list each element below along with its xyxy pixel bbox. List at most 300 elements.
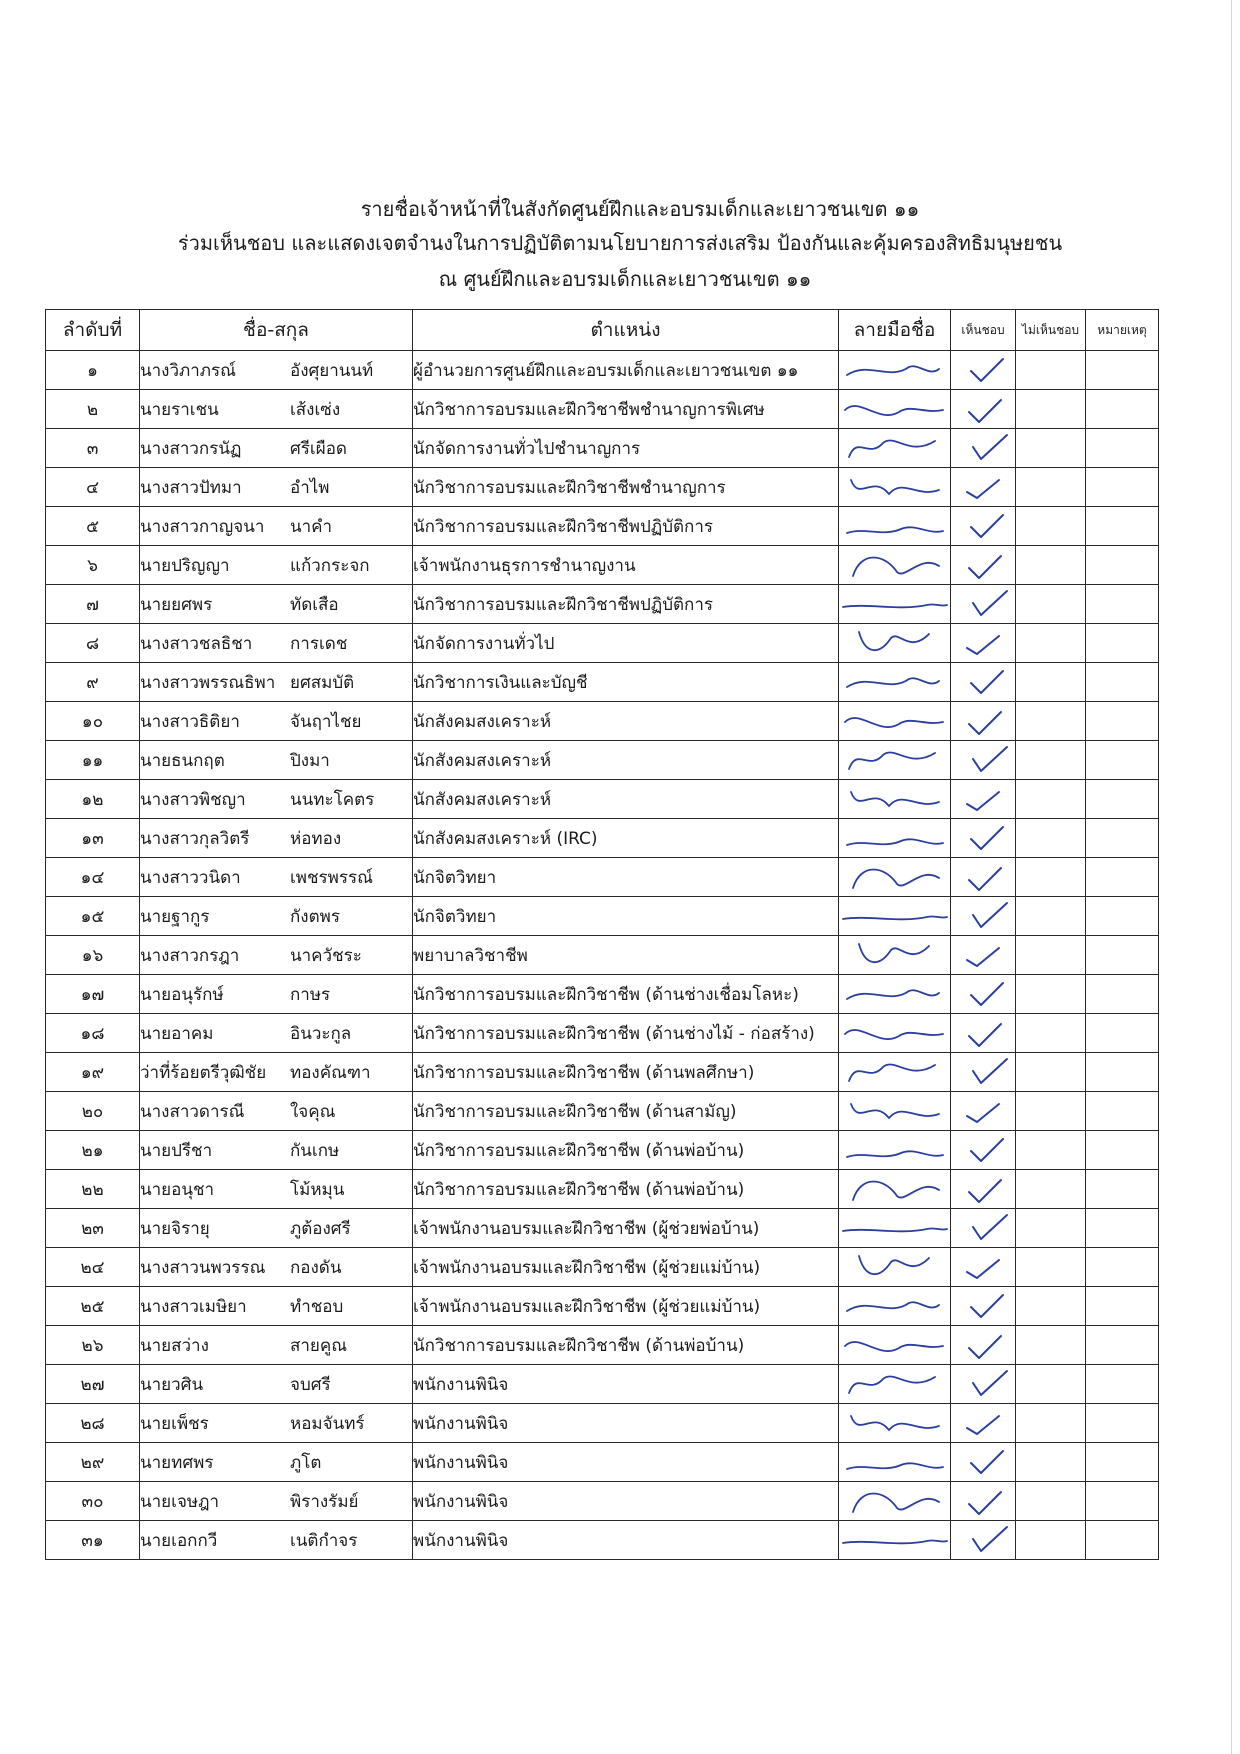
agree-cell (951, 1248, 1016, 1287)
staff-position: นักวิชาการอบรมและฝึกวิชาชีพ (ด้านพ่อบ้าน) (413, 1131, 839, 1170)
handwritten-signature (839, 858, 951, 896)
agree-cell (951, 429, 1016, 468)
header-name: ชื่อ-สกุล (140, 310, 413, 351)
last-name: พิรางรัมย์ (290, 1491, 359, 1512)
staff-name (140, 1365, 413, 1404)
disagree-cell (1016, 1170, 1086, 1209)
check-mark-icon (951, 1365, 1016, 1403)
signature-cell (839, 936, 951, 975)
handwritten-signature (839, 351, 951, 389)
signature-cell (839, 429, 951, 468)
check-mark-icon (951, 1209, 1016, 1247)
signature-cell (839, 897, 951, 936)
check-mark-icon (951, 351, 1016, 389)
staff-name (140, 429, 413, 468)
disagree-cell (1016, 1131, 1086, 1170)
first-name: นางสาวดารณี (140, 1101, 245, 1122)
table-row (46, 1248, 1159, 1287)
title-line-2: ร่วมเห็นชอบ และแสดงเจตจำนงในการปฏิบัติตามนโยบายการส่งเสริม ป้องกันและคุ้มครองสิทธิมนุษยชน (177, 231, 1063, 255)
first-name: นายเพ็ชร (140, 1413, 209, 1434)
first-name: นายอาคม (140, 1023, 214, 1044)
agree-cell (951, 741, 1016, 780)
last-name: ยศสมบัติ (290, 672, 355, 693)
agree-cell (951, 663, 1016, 702)
staff-name (140, 1521, 413, 1560)
staff-position: ผู้อำนวยการศูนย์ฝึกและอบรมเด็กและเยาวชนเขต ๑๑ (413, 351, 839, 390)
last-name: กังตพร (290, 906, 340, 927)
disagree-cell (1016, 390, 1086, 429)
handwritten-signature (839, 624, 951, 662)
handwritten-signature (839, 507, 951, 545)
check-mark-icon (951, 1326, 1016, 1364)
disagree-cell (1016, 1443, 1086, 1482)
first-name: นางวิภาภรณ์ (140, 360, 236, 381)
table-row (46, 1326, 1159, 1365)
staff-name (140, 1404, 413, 1443)
check-mark-icon (951, 429, 1016, 467)
disagree-cell (1016, 897, 1086, 936)
row-number: ๗ (46, 585, 140, 624)
staff-position: พนักงานพินิจ (413, 1365, 839, 1404)
last-name: เพชรพรรณ์ (290, 867, 373, 888)
signature-cell (839, 819, 951, 858)
last-name: แก้วกระจก (290, 555, 370, 576)
agree-cell (951, 1326, 1016, 1365)
agree-cell (951, 390, 1016, 429)
handwritten-signature (839, 1443, 951, 1481)
table-row (46, 1092, 1159, 1131)
title-line-3: ณ ศูนย์ฝึกและอบรมเด็กและเยาวชนเขต ๑๑ (438, 267, 812, 291)
row-number: ๒๒ (46, 1170, 140, 1209)
handwritten-signature (839, 741, 951, 779)
first-name: นางสาวชลธิชา (140, 633, 253, 654)
row-number: ๓๑ (46, 1521, 140, 1560)
agree-cell (951, 351, 1016, 390)
staff-position: นักวิชาการอบรมและฝึกวิชาชีพ (ด้านสามัญ) (413, 1092, 839, 1131)
last-name: จบศรี (290, 1374, 331, 1395)
staff-position: นักสังคมสงเคราะห์ (IRC) (413, 819, 839, 858)
last-name: นนทะโคตร (290, 789, 375, 810)
last-name: สายคูณ (290, 1335, 348, 1356)
remark-cell (1086, 1170, 1159, 1209)
staff-name (140, 1326, 413, 1365)
agree-cell (951, 1014, 1016, 1053)
staff-position: เจ้าพนักงานอบรมและฝึกวิชาชีพ (ผู้ช่วยแม่บ้าน) (413, 1248, 839, 1287)
staff-position: นักวิชาการอบรมและฝึกวิชาชีพ (ด้านช่างไม้ - ก่อสร้าง) (413, 1014, 839, 1053)
signature-cell (839, 1131, 951, 1170)
first-name: นางสาวพิชญา (140, 789, 246, 810)
table-header-row (46, 310, 1159, 351)
row-number: ๑๔ (46, 858, 140, 897)
agree-cell (951, 1287, 1016, 1326)
remark-cell (1086, 1131, 1159, 1170)
handwritten-signature (839, 1131, 951, 1169)
handwritten-signature (839, 1209, 951, 1247)
staff-position: พยาบาลวิชาชีพ (413, 936, 839, 975)
disagree-cell (1016, 1521, 1086, 1560)
table-row (46, 1014, 1159, 1053)
check-mark-icon (951, 819, 1016, 857)
table-row (46, 390, 1159, 429)
staff-position: เจ้าพนักงานอบรมและฝึกวิชาชีพ (ผู้ช่วยแม่บ้าน) (413, 1287, 839, 1326)
check-mark-icon (951, 390, 1016, 428)
last-name: ทำชอบ (290, 1296, 344, 1317)
handwritten-signature (839, 1365, 951, 1403)
row-number: ๒๗ (46, 1365, 140, 1404)
staff-name (140, 1443, 413, 1482)
staff-position: นักจัดการงานทั่วไป (413, 624, 839, 663)
agree-cell (951, 936, 1016, 975)
first-name: นายปรีชา (140, 1140, 213, 1161)
signature-cell (839, 1092, 951, 1131)
row-number: ๒ (46, 390, 140, 429)
staff-position: นักจิตวิทยา (413, 858, 839, 897)
first-name: นางสาวกุลวิตรี (140, 828, 250, 849)
agree-cell (951, 819, 1016, 858)
staff-position: นักวิชาการอบรมและฝึกวิชาชีพชำนาญการ (413, 468, 839, 507)
agree-cell (951, 468, 1016, 507)
row-number: ๖ (46, 546, 140, 585)
first-name: นายราเชน (140, 399, 219, 420)
first-name: นายฐากูร (140, 906, 210, 927)
signature-cell (839, 780, 951, 819)
staff-name (140, 975, 413, 1014)
first-name: นางสาวกรนัฏ (140, 438, 242, 459)
staff-position: พนักงานพินิจ (413, 1521, 839, 1560)
last-name: กาษร (290, 984, 331, 1005)
row-number: ๑๙ (46, 1053, 140, 1092)
remark-cell (1086, 1443, 1159, 1482)
remark-cell (1086, 1521, 1159, 1560)
remark-cell (1086, 741, 1159, 780)
signature-cell (839, 1404, 951, 1443)
agree-cell (951, 975, 1016, 1014)
staff-position: นักวิชาการอบรมและฝึกวิชาชีพ (ด้านพ่อบ้าน) (413, 1170, 839, 1209)
check-mark-icon (951, 1053, 1016, 1091)
disagree-cell (1016, 507, 1086, 546)
signature-cell (839, 1053, 951, 1092)
row-number: ๑๖ (46, 936, 140, 975)
staff-position: นักสังคมสงเคราะห์ (413, 780, 839, 819)
remark-cell (1086, 1092, 1159, 1131)
remark-cell (1086, 1209, 1159, 1248)
check-mark-icon (951, 1131, 1016, 1169)
check-mark-icon (951, 585, 1016, 623)
handwritten-signature (839, 897, 951, 935)
table-row (46, 1443, 1159, 1482)
handwritten-signature (839, 1014, 951, 1052)
table-row (46, 429, 1159, 468)
signature-cell (839, 507, 951, 546)
signature-cell (839, 1014, 951, 1053)
first-name: นายทศพร (140, 1452, 214, 1473)
staff-name (140, 1287, 413, 1326)
signature-cell (839, 1521, 951, 1560)
agree-cell (951, 1131, 1016, 1170)
remark-cell (1086, 780, 1159, 819)
header-disagree: ไม่เห็นชอบ (1016, 310, 1086, 351)
last-name: นาคำ (290, 516, 333, 537)
check-mark-icon (951, 1248, 1016, 1286)
disagree-cell (1016, 975, 1086, 1014)
disagree-cell (1016, 351, 1086, 390)
row-number: ๑๗ (46, 975, 140, 1014)
check-mark-icon (951, 780, 1016, 818)
row-number: ๒๘ (46, 1404, 140, 1443)
handwritten-signature (839, 1287, 951, 1325)
remark-cell (1086, 1014, 1159, 1053)
staff-position: นักวิชาการอบรมและฝึกวิชาชีพ (ด้านช่างเชื่อมโลหะ) (413, 975, 839, 1014)
first-name: นายวศิน (140, 1374, 204, 1395)
row-number: ๑๑ (46, 741, 140, 780)
remark-cell (1086, 1365, 1159, 1404)
remark-cell (1086, 1404, 1159, 1443)
check-mark-icon (951, 1443, 1016, 1481)
row-number: ๓๐ (46, 1482, 140, 1521)
disagree-cell (1016, 1365, 1086, 1404)
agree-cell (951, 1404, 1016, 1443)
header-signature: ลายมือชื่อ (839, 310, 951, 351)
row-number: ๙ (46, 663, 140, 702)
staff-position: นักจิตวิทยา (413, 897, 839, 936)
remark-cell (1086, 1326, 1159, 1365)
check-mark-icon (951, 546, 1016, 584)
staff-name (140, 663, 413, 702)
agree-cell (951, 897, 1016, 936)
staff-name (140, 780, 413, 819)
check-mark-icon (951, 507, 1016, 545)
handwritten-signature (839, 1326, 951, 1364)
table-row (46, 1131, 1159, 1170)
remark-cell (1086, 624, 1159, 663)
last-name: ภูโต (290, 1452, 322, 1473)
staff-position: เจ้าพนักงานธุรการชำนาญงาน (413, 546, 839, 585)
staff-name (140, 741, 413, 780)
staff-name (140, 507, 413, 546)
agree-cell (951, 507, 1016, 546)
staff-position: นักวิชาการอบรมและฝึกวิชาชีพปฏิบัติการ (413, 585, 839, 624)
remark-cell (1086, 351, 1159, 390)
last-name: กันเกษ (290, 1140, 340, 1161)
signature-cell (839, 1287, 951, 1326)
last-name: อินวะกูล (290, 1023, 352, 1044)
staff-name (140, 390, 413, 429)
row-number: ๑๘ (46, 1014, 140, 1053)
row-number: ๒๓ (46, 1209, 140, 1248)
handwritten-signature (839, 1170, 951, 1208)
disagree-cell (1016, 702, 1086, 741)
table-row (46, 975, 1159, 1014)
last-name: ภูต้องศรี (290, 1218, 351, 1239)
signature-cell (839, 624, 951, 663)
last-name: หอมจันทร์ (290, 1413, 365, 1434)
table-row (46, 1521, 1159, 1560)
remark-cell (1086, 975, 1159, 1014)
check-mark-icon (951, 1014, 1016, 1052)
remark-cell (1086, 429, 1159, 468)
remark-cell (1086, 585, 1159, 624)
table-row (46, 351, 1159, 390)
row-number: ๒๐ (46, 1092, 140, 1131)
last-name: นาควัชระ (290, 945, 362, 966)
staff-name (140, 1092, 413, 1131)
row-number: ๒๑ (46, 1131, 140, 1170)
first-name: นางสาวเมษิยา (140, 1296, 247, 1317)
signature-cell (839, 663, 951, 702)
staff-position: พนักงานพินิจ (413, 1482, 839, 1521)
staff-name (140, 1482, 413, 1521)
last-name: อังศุยานนท์ (290, 360, 374, 381)
check-mark-icon (951, 702, 1016, 740)
staff-position: พนักงานพินิจ (413, 1443, 839, 1482)
handwritten-signature (839, 468, 951, 506)
disagree-cell (1016, 858, 1086, 897)
check-mark-icon (951, 624, 1016, 662)
agree-cell (951, 1521, 1016, 1560)
staff-name (140, 1131, 413, 1170)
table-row (46, 1482, 1159, 1521)
remark-cell (1086, 390, 1159, 429)
table-body (46, 351, 1159, 1560)
agree-cell (951, 702, 1016, 741)
disagree-cell (1016, 1404, 1086, 1443)
handwritten-signature (839, 780, 951, 818)
first-name: นางสาวนพวรรณ (140, 1257, 266, 1278)
table-row (46, 624, 1159, 663)
agree-cell (951, 585, 1016, 624)
signature-cell (839, 468, 951, 507)
handwritten-signature (839, 936, 951, 974)
remark-cell (1086, 663, 1159, 702)
staff-roster-table (45, 309, 1159, 1560)
remark-cell (1086, 819, 1159, 858)
staff-name (140, 624, 413, 663)
handwritten-signature (839, 819, 951, 857)
handwritten-signature (839, 663, 951, 701)
first-name: นางสาวธิติยา (140, 711, 240, 732)
signature-cell (839, 1170, 951, 1209)
handwritten-signature (839, 390, 951, 428)
first-name: นายปริญญา (140, 555, 230, 576)
staff-position: เจ้าพนักงานอบรมและฝึกวิชาชีพ (ผู้ช่วยพ่อบ้าน) (413, 1209, 839, 1248)
staff-name (140, 351, 413, 390)
table-row (46, 1287, 1159, 1326)
check-mark-icon (951, 1521, 1016, 1559)
staff-position: นักสังคมสงเคราะห์ (413, 741, 839, 780)
staff-name (140, 897, 413, 936)
agree-cell (951, 624, 1016, 663)
agree-cell (951, 1053, 1016, 1092)
check-mark-icon (951, 858, 1016, 896)
row-number: ๑ (46, 351, 140, 390)
disagree-cell (1016, 468, 1086, 507)
staff-position: นักวิชาการเงินและบัญชี (413, 663, 839, 702)
row-number: ๑๓ (46, 819, 140, 858)
last-name: ทองคัณฑา (290, 1062, 371, 1083)
staff-name (140, 819, 413, 858)
staff-name (140, 1248, 413, 1287)
first-name: นายยศพร (140, 594, 213, 615)
row-number: ๒๔ (46, 1248, 140, 1287)
disagree-cell (1016, 1287, 1086, 1326)
remark-cell (1086, 1287, 1159, 1326)
remark-cell (1086, 858, 1159, 897)
staff-position: นักสังคมสงเคราะห์ (413, 702, 839, 741)
staff-name (140, 936, 413, 975)
remark-cell (1086, 936, 1159, 975)
agree-cell (951, 780, 1016, 819)
signature-cell (839, 702, 951, 741)
disagree-cell (1016, 1053, 1086, 1092)
first-name: นางสาวกาญจนา (140, 516, 265, 537)
table-row (46, 897, 1159, 936)
disagree-cell (1016, 624, 1086, 663)
last-name: โม้หมุน (290, 1179, 345, 1200)
signature-cell (839, 390, 951, 429)
remark-cell (1086, 1482, 1159, 1521)
table-row (46, 1053, 1159, 1092)
disagree-cell (1016, 1326, 1086, 1365)
agree-cell (951, 858, 1016, 897)
check-mark-icon (951, 975, 1016, 1013)
last-name: ปิงมา (290, 750, 330, 771)
signature-cell (839, 351, 951, 390)
disagree-cell (1016, 1482, 1086, 1521)
row-number: ๒๖ (46, 1326, 140, 1365)
table-row (46, 702, 1159, 741)
remark-cell (1086, 546, 1159, 585)
staff-name (140, 468, 413, 507)
table-row (46, 780, 1159, 819)
handwritten-signature (839, 585, 951, 623)
first-name: นายเจษฎา (140, 1491, 220, 1512)
first-name: นางสาวกรฎา (140, 945, 240, 966)
row-number: ๘ (46, 624, 140, 663)
staff-position: นักวิชาการอบรมและฝึกวิชาชีพปฏิบัติการ (413, 507, 839, 546)
remark-cell (1086, 897, 1159, 936)
last-name: ทัดเสือ (290, 594, 339, 615)
signature-cell (839, 1443, 951, 1482)
first-name: ว่าที่ร้อยตรีวุฒิชัย (140, 1062, 267, 1083)
agree-cell (951, 1365, 1016, 1404)
handwritten-signature (839, 975, 951, 1013)
check-mark-icon (951, 1092, 1016, 1130)
signature-cell (839, 1248, 951, 1287)
last-name: อำไพ (290, 477, 330, 498)
first-name: นายอนุรักษ์ (140, 984, 224, 1005)
table-row (46, 1170, 1159, 1209)
disagree-cell (1016, 585, 1086, 624)
handwritten-signature (839, 1404, 951, 1442)
first-name: นายอนุชา (140, 1179, 215, 1200)
signature-cell (839, 585, 951, 624)
first-name: นางสาวปัทมา (140, 477, 242, 498)
signature-cell (839, 546, 951, 585)
handwritten-signature (839, 1482, 951, 1520)
staff-position: นักวิชาการอบรมและฝึกวิชาชีพ (ด้านพลศึกษา) (413, 1053, 839, 1092)
handwritten-signature (839, 1092, 951, 1130)
row-number: ๒๕ (46, 1287, 140, 1326)
last-name: ใจคุณ (290, 1101, 336, 1122)
row-number: ๕ (46, 507, 140, 546)
signature-cell (839, 741, 951, 780)
staff-position: พนักงานพินิจ (413, 1404, 839, 1443)
check-mark-icon (951, 1287, 1016, 1325)
first-name: นางสาวพรรณธิพา (140, 672, 276, 693)
table-row (46, 507, 1159, 546)
header-position: ตำแหน่ง (413, 310, 839, 351)
staff-name (140, 1014, 413, 1053)
